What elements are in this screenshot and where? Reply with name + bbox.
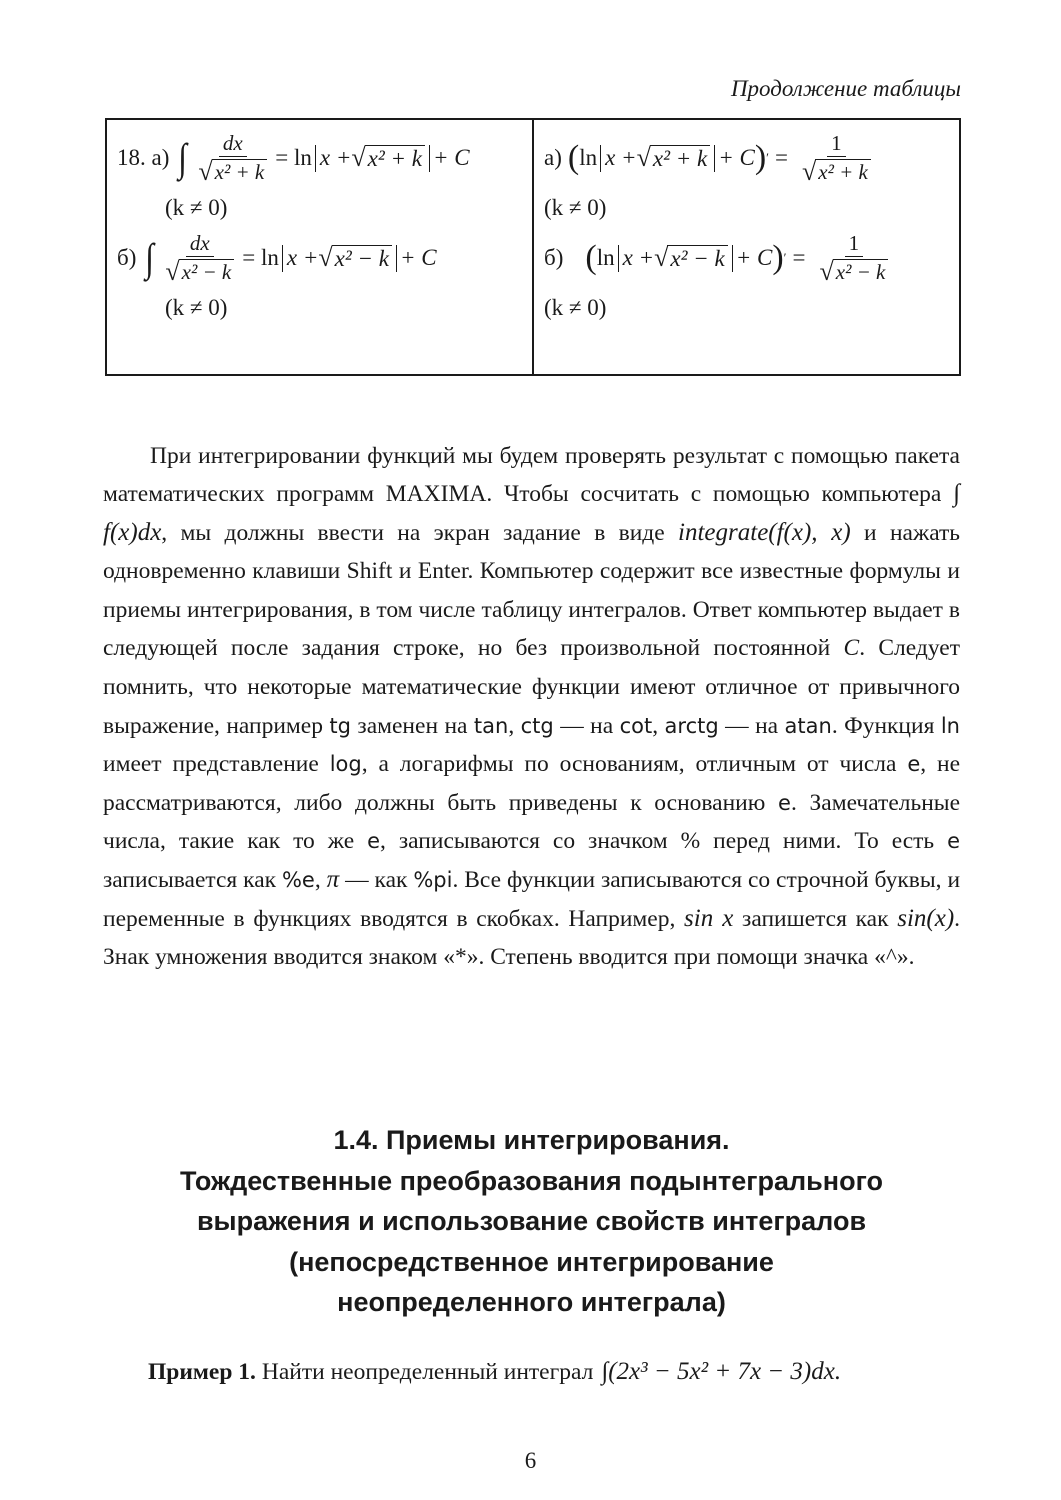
absolute-value: x + √ x² − k [618, 245, 733, 272]
sqrt-icon: √ [801, 156, 817, 186]
absolute-value: x + √ x² + k [315, 145, 430, 172]
formula-table [105, 118, 961, 376]
integral-sign-icon: ∫ [178, 135, 188, 180]
formula-label: 18. а) [117, 145, 170, 170]
fraction: 1 √ x² + k [798, 131, 875, 186]
formula-18a: 18. а) ∫ dx √ x² + k = ln x + √ x² + k + C [117, 130, 470, 186]
derivative-check-b: б) ( ln x + √ x² − k + C ) ′ = 1 √ x² − k [544, 226, 951, 290]
example-integral: ∫(2x³ − 5x² + 7x − 3)dx. [601, 1358, 842, 1385]
example-1 [148, 1358, 841, 1386]
table-cell-right [533, 119, 960, 375]
sqrt-icon: √ [819, 256, 834, 286]
sqrt-icon: √ [198, 156, 213, 186]
table-cell-left [106, 119, 533, 375]
example-label: Пример 1. [148, 1358, 256, 1385]
formula-label: б) [117, 245, 137, 270]
section-heading: 1.4. Приемы интегрирования. Тождественные преобразования подынтегрального выражения и использование свойств интегралов (непосредственное интегрирование неопределенного интеграла) [180, 1125, 883, 1317]
body-paragraph: При интегрировании функций мы будем проверять результат с помощью пакета математических программ MAXIMA. Чтобы сосчитать с помощью компьютера ∫ f(x)dx, мы должны ввести на экран задание в виде integrate(f(x), x) и нажать одновременно клавиши Shift и Enter. Компьютер содержит все известные формулы и приемы интегрирования, в том числе таблицу интегралов. Ответ компьютер выдает в следующей после задания строке, но без произвольной постоянной C. Следует помнить, что некоторые математические функции имеют отличное от привычного выражение, например tg заменен на tan, ctg — на cot, arctg — на atan. Функция ln имеет представление log, а логарифмы по основаниям, отличным от числа e, не рассматриваются, либо должны быть приведены к основанию e. Замечательные числа, такие как то же e, записываются со значком % перед ними. То есть e записывается как %e, π — как %pi. Все функции записываются со строчной буквы, и переменные в функциях вводятся в скобках. Например, sin x запишется как sin(x). Знак умножения вводится знаком «*». Степень вводится при помощи значка «^». [103, 442, 961, 971]
fraction: 1 √ x² − k [815, 231, 892, 286]
condition: (k ≠ 0) [165, 295, 228, 320]
absolute-value: x + √ x² + k [600, 145, 715, 172]
integral-sign-icon: ∫ [145, 235, 155, 280]
fraction: dx √ x² − k [161, 231, 238, 286]
absolute-value: x + √ x² − k [282, 245, 397, 272]
fraction: dx √ x² + k [194, 131, 271, 186]
condition: (k ≠ 0) [165, 195, 228, 220]
condition: (k ≠ 0) [544, 195, 607, 220]
sqrt-icon: √ [654, 242, 669, 272]
sqrt-icon: √ [636, 142, 651, 172]
sqrt-icon: √ [318, 242, 333, 272]
sqrt-icon: √ [351, 142, 366, 172]
page-number: 6 [524, 1448, 537, 1473]
condition: (k ≠ 0) [544, 295, 607, 320]
derivative-check-a: а) ( ln x + √ x² + k + C ) ′ = 1 √ x² + k [544, 126, 951, 190]
running-head: Продолжение таблицы [730, 76, 961, 101]
example-text: Найти неопределенный интеграл [261, 1358, 594, 1385]
sqrt-icon: √ [165, 256, 180, 286]
formula-18b: б) ∫ dx √ x² − k = ln x + √ x² − k + C [117, 230, 437, 286]
